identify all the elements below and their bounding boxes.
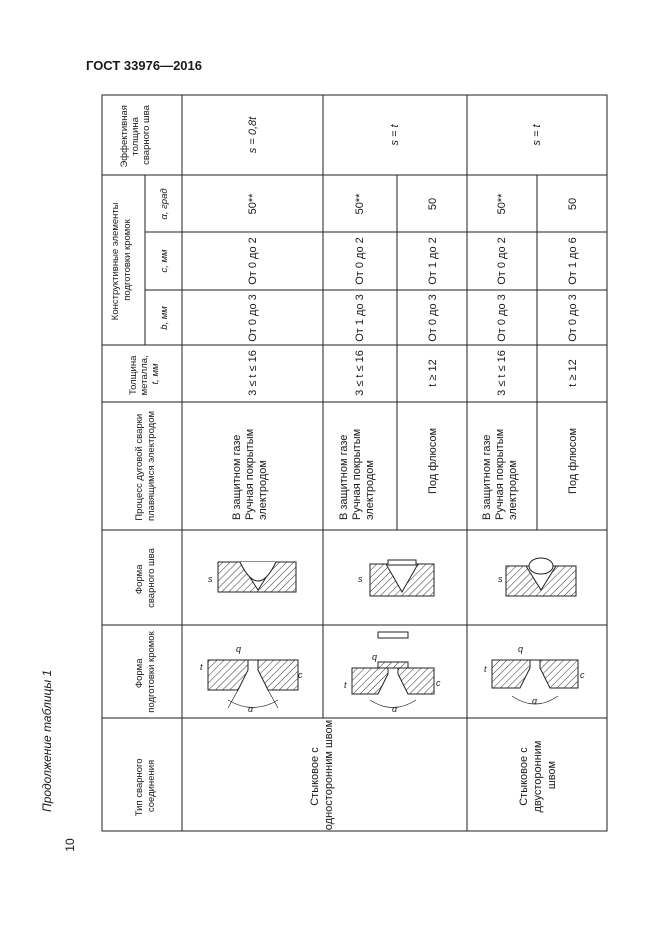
row5-thickness: t ≥ 12 <box>567 359 579 387</box>
row2-thickness: 3 ≤ t ≤ 16 <box>354 350 366 396</box>
column-headers <box>110 102 170 816</box>
diagram3-c: c <box>580 670 585 680</box>
svg-text:В защитном газе Ручная п <box>231 426 269 520</box>
svg-text:Конструктивные элементы <box>110 200 133 320</box>
weld-form-diagram-3 <box>498 558 576 596</box>
header-edge-form-line1: Форма <box>134 658 145 689</box>
edge-prep-diagram-1 <box>200 644 303 714</box>
row5-process: Под флюсом <box>567 427 579 494</box>
value-cells <box>247 116 579 396</box>
svg-text:Форма подготовки кромок <box>134 630 157 712</box>
weld3-s: s <box>498 574 503 584</box>
group2-eff: s = t <box>531 124 543 146</box>
document-header: ГОСТ 33976—2016 <box>86 58 202 73</box>
header-elements-line1: Конструктивные элементы <box>110 202 121 321</box>
svg-text:В защитном газе Ручная п <box>481 426 519 520</box>
weld-form-diagram-2 <box>358 560 434 596</box>
svg-text:Форма сварного шва <box>134 547 157 608</box>
svg-text:Эффективная толщина <box>119 102 152 167</box>
header-type-line2: соединения <box>146 759 157 813</box>
header-type-line1: Тип сварного <box>134 758 145 817</box>
weld2-s: s <box>358 574 363 584</box>
header-elements-line2: подготовки кромок <box>122 219 133 301</box>
header-eff-line3: сварного шва <box>141 105 152 165</box>
edge-prep-diagram-2 <box>344 632 441 714</box>
row2-process-line2: Ручная покрытым <box>351 428 363 520</box>
weld-form-diagram-1 <box>208 562 296 592</box>
type1-line2: односторонним швом <box>323 719 335 831</box>
type2-line1: Стыковое с <box>518 747 530 806</box>
diagram2-alpha: α <box>392 704 398 714</box>
joint-type-labels <box>309 720 558 830</box>
diagram1-q: q <box>236 644 242 654</box>
row3-c: От 1 до 2 <box>427 237 439 285</box>
row2-b: От 1 до 3 <box>354 294 366 342</box>
row1-process-line1: В защитном газе <box>231 434 243 520</box>
row2-eff: s = t <box>389 124 401 146</box>
header-process-line1: Процесс дуговой сварки <box>134 413 145 521</box>
diagram2-t: t <box>344 680 347 690</box>
edge-prep-diagram-3 <box>484 644 585 706</box>
type1-line1: Стыковое с <box>309 747 321 806</box>
row4-process-line1: В защитном газе <box>481 434 493 520</box>
row4-c: От 0 до 2 <box>496 237 508 285</box>
row2-process-line3: электродом <box>364 460 376 520</box>
diagram2-c: c <box>436 678 441 688</box>
row1-c: От 0 до 2 <box>247 237 259 285</box>
row4-alpha: 50** <box>496 193 508 215</box>
header-weld-form-line1: Форма <box>134 564 145 595</box>
group1-eff: s = 0,8t <box>247 116 259 154</box>
row4-b: От 0 до 3 <box>496 294 508 342</box>
svg-text:Толщина металла, t <box>128 353 161 396</box>
row4-process-line2: Ручная покрытым <box>494 428 506 520</box>
svg-text:Стыковое с двусторонним <box>518 737 558 812</box>
svg-text:В защитном газе Ручная п <box>338 426 376 520</box>
header-weld-form-line2: сварного шва <box>146 548 157 608</box>
row2-c: От 0 до 2 <box>354 237 366 285</box>
row5-alpha: 50 <box>567 197 579 211</box>
row4-thickness: 3 ≤ t ≤ 16 <box>496 350 508 396</box>
type2-line3: швом <box>546 760 558 790</box>
process-cells <box>231 426 579 520</box>
diagram2-q: q <box>372 652 378 662</box>
weld1-s: s <box>208 574 213 584</box>
table-continuation-title: Продолжение таблицы 1 <box>40 669 54 812</box>
page-number: 10 <box>63 838 77 852</box>
header-process-line2: плавящимся электродом <box>146 410 157 522</box>
row3-process: Под флюсом <box>427 427 439 494</box>
diagram1-t: t <box>200 662 203 672</box>
row3-thickness: t ≥ 12 <box>427 359 439 387</box>
row1-process-line2: Ручная покрытым <box>244 428 256 520</box>
row3-alpha: 50 <box>427 197 439 211</box>
header-thickness-line3: t, мм <box>150 363 161 385</box>
row1-b: От 0 до 3 <box>247 294 259 342</box>
row2-alpha: 50** <box>354 193 366 215</box>
row1-process-line3: электродом <box>257 460 269 520</box>
header-alpha: α, град <box>159 188 170 220</box>
type2-line2: двусторонним <box>532 740 544 813</box>
header-c: c, мм <box>159 249 170 273</box>
header-eff-line2: толщина <box>130 117 141 156</box>
svg-text:Тип сварного соединения <box>134 756 157 816</box>
header-b: b, мм <box>159 306 170 330</box>
header-thickness-line2: металла, <box>139 355 150 396</box>
svg-text:Стыковое с односторонним <box>309 720 335 830</box>
header-eff-line1: Эффективная <box>119 105 130 168</box>
diagram1-c: c <box>298 670 303 680</box>
header-edge-form-line2: подготовки кромок <box>146 631 157 713</box>
row4-process-line3: электродом <box>507 460 519 520</box>
row3-b: От 0 до 3 <box>427 294 439 342</box>
diagram1-alpha: α <box>248 704 254 714</box>
row2-process-line1: В защитном газе <box>338 434 350 520</box>
row1-alpha: 50** <box>247 193 259 215</box>
diagram3-t: t <box>484 664 487 674</box>
diagram3-alpha: α <box>532 696 538 706</box>
diagram3-q: q <box>518 644 524 654</box>
svg-text:Процесс дуговой сварки п <box>134 411 157 521</box>
header-thickness-line1: Толщина <box>128 355 139 395</box>
row1-thickness: 3 ≤ t ≤ 16 <box>247 350 259 396</box>
row5-c: От 1 до 6 <box>567 237 579 285</box>
row5-b: От 0 до 3 <box>567 294 579 342</box>
